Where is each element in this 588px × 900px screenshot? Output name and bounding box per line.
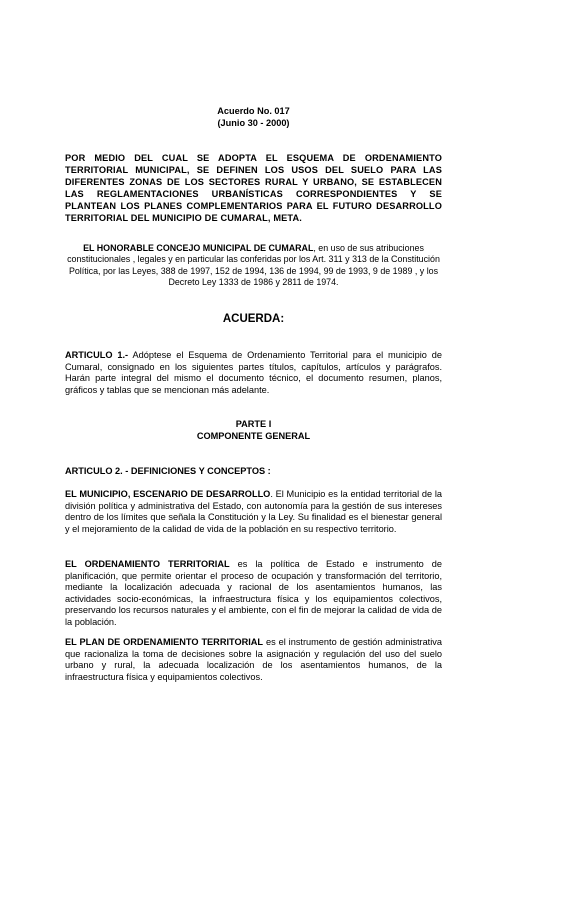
articulo-1-text: Adóptese el Esquema de Ordenamiento Territorial para el municipio de Cumaral, consignado en los siguientes partes títulos, capítulos, artículos y parágrafos. Harán parte integral del mismo el documento técnico, el documento resumen, planos, gráficos y tablas que se mencionan más adelante. bbox=[65, 350, 442, 395]
municipio-label: EL MUNICIPIO, ESCENARIO DE DESARROLLO bbox=[65, 489, 271, 499]
articulo-1 bbox=[65, 350, 442, 396]
parte-heading bbox=[65, 419, 442, 442]
document-title: POR MEDIO DEL CUAL SE ADOPTA EL ESQUEMA DE ORDENAMIENTO TERRITORIAL MUNICIPAL, SE DEFINEN LOS USOS DEL SUELO PARA LAS DIFERENTES ZONAS DE LOS SECTORES RURAL Y URBANO, SE ESTABLECEN LAS REGLAMENTACIONES URBANÍSTICAS CORRESPONDIENTES Y SE PLANTEAN LOS PLANES COMPLEMENTARIOS PARA EL FUTURO DESARROLLO TERRITORIAL DEL MUNICIPIO DE CUMARAL, META. bbox=[65, 153, 442, 223]
ordenamiento-label: EL ORDENAMIENTO TERRITORIAL bbox=[65, 559, 230, 569]
articulo-2-heading: ARTICULO 2. - DEFINICIONES Y CONCEPTOS : bbox=[65, 466, 271, 476]
acuerdo-header bbox=[65, 105, 442, 129]
definition-ordenamiento bbox=[65, 559, 442, 629]
plan-text: es el instrumento de gestión administrativa que racionaliza la toma de decisiones sobre la asignación y regulación del uso del suelo urbano y rural, la adecuada localización de los asentamientos humanos, de la infraestructura física y equipamientos colectivos. bbox=[65, 637, 442, 682]
acuerda-heading: ACUERDA: bbox=[222, 313, 285, 325]
ordenamiento-text: es la política de Estado e instrumento de planificación, que permite orientar el proceso de ocupación y transformación del territorio, mediante la localización adecuada y racional de los asentamientos humanos, las actividades socio-económicas, la infraestructura física y los equipamientos colectivos, preservando los recursos naturales y el ambiente, con el fin de mejorar la calidad de vida de la población. bbox=[65, 559, 442, 627]
acuerdo-number: Acuerdo No. 017 bbox=[217, 106, 290, 116]
concejo-preamble bbox=[65, 243, 442, 289]
articulo-1-label: ARTICULO 1.- bbox=[65, 350, 129, 360]
definition-plan bbox=[65, 637, 442, 683]
municipio-text: . El Municipio es la entidad territorial de la división política y administrativa del Estado, con autonomía para la gestión de sus intereses dentro de los límites que señala la Constitución y la Ley. Su finalidad es el bienestar general y el mejoramiento de la calidad de vida de la población en su respectivo territorio. bbox=[65, 489, 442, 534]
definition-municipio bbox=[65, 489, 442, 535]
parte-label: PARTE I bbox=[235, 419, 272, 429]
acuerdo-date: (Junio 30 - 2000) bbox=[217, 118, 290, 128]
parte-subtitle: COMPONENTE GENERAL bbox=[196, 430, 311, 441]
concejo-name: EL HONORABLE CONCEJO MUNICIPAL DE CUMARAL bbox=[83, 243, 314, 253]
concejo-text: , en uso de sus atribuciones constitucionales , legales y en particular las conferidas por los Art. 311 y 313 de la Constitución Política, por las Leyes, 388 de 1997, 152 de 1994, 136 de 1994, 99 de 1993, 9 de 1989 , y los Decreto Ley 1333 de 1986 y 2811 de 1974. bbox=[67, 243, 440, 288]
plan-label: EL PLAN DE ORDENAMIENTO TERRITORIAL bbox=[65, 637, 264, 647]
